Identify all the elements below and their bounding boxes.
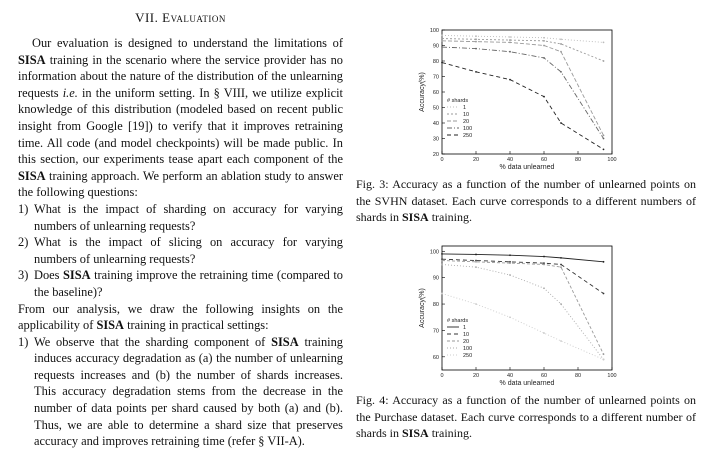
question-text: Does — [34, 268, 63, 283]
legend-label: 250 — [463, 133, 473, 139]
x-tick-label: 100 — [607, 157, 617, 163]
data-point — [441, 35, 443, 37]
x-tick-label: 20 — [472, 373, 480, 379]
x-tick-label: 60 — [540, 157, 548, 163]
section-title: VII. Evaluation — [135, 10, 226, 25]
data-point — [603, 148, 605, 150]
question-text: training improve the retraining time (compared to the baseline)? — [34, 268, 343, 299]
insights-intro — [18, 301, 343, 334]
caption-text: training. — [428, 210, 473, 224]
series-line-10 — [442, 39, 604, 61]
left-column — [18, 10, 343, 450]
list-number: 1) — [18, 201, 29, 216]
x-tick-label: 0 — [440, 373, 444, 379]
x-tick-label: 80 — [574, 157, 582, 163]
intro-text-1: Our evaluation is designed to understand the limitations of — [32, 36, 343, 50]
data-point — [475, 71, 477, 73]
data-point — [475, 41, 477, 43]
questions-list — [18, 201, 343, 301]
y-tick-label: 70 — [432, 328, 439, 335]
data-point — [560, 71, 562, 73]
caption-text: Fig. 3: Accuracy as a function of the number of unlearned points on the SVHN dataset. Each curve corresponds to a different numbers of shards in — [356, 177, 696, 224]
y-tick-label: 90 — [432, 275, 439, 282]
data-point — [475, 35, 477, 37]
data-point — [509, 79, 511, 81]
figure-4-caption — [356, 392, 696, 442]
legend-label: 20 — [463, 339, 470, 345]
data-point — [603, 359, 605, 361]
data-point — [543, 45, 545, 47]
data-point — [441, 260, 443, 262]
x-tick-label: 0 — [440, 157, 444, 163]
legend-label: 10 — [463, 332, 470, 338]
x-tick-label: 60 — [540, 373, 548, 379]
data-point — [560, 51, 562, 53]
data-point — [603, 42, 605, 44]
data-point — [475, 254, 477, 256]
x-tick-label: 40 — [506, 373, 514, 379]
insight-text: We observe that the sharding component of — [34, 334, 272, 349]
insights-text: training in practical settings: — [124, 318, 269, 333]
data-point — [560, 43, 562, 45]
sisa-term: SISA — [402, 210, 429, 224]
y-tick-label: 70 — [432, 74, 439, 81]
insight-text: training induces accuracy degradation as (a) the number of unlearning requests increases and (b) the number of shards increases. This accuracy degradation stems from the decrease in the number of data points per shard caused by both (a) and (b). Thus, we are able to determine a shard size that preserves accuracy and improves retraining time (refer § VII-A). — [34, 334, 343, 449]
data-point — [543, 96, 545, 98]
sisa-term: SISA — [96, 318, 125, 333]
y-tick-label: 60 — [432, 354, 439, 361]
legend-label: 1 — [463, 105, 467, 111]
question-item — [18, 267, 343, 300]
ie-term: i.e. — [62, 85, 78, 100]
data-point — [509, 36, 511, 38]
y-tick-label: 60 — [432, 90, 439, 96]
figure-4 — [412, 242, 622, 393]
data-point — [475, 261, 477, 263]
data-point — [603, 261, 605, 263]
data-point — [603, 60, 605, 62]
caption-text: training. — [428, 426, 473, 440]
list-number: 3) — [18, 268, 29, 283]
data-point — [560, 122, 562, 124]
data-point — [560, 266, 562, 268]
data-point — [560, 38, 562, 40]
data-point — [441, 264, 443, 266]
legend-label: 100 — [463, 346, 473, 352]
x-tick-label: 80 — [574, 373, 582, 379]
sisa-term: SISA — [18, 52, 46, 67]
data-point — [603, 138, 605, 140]
data-point — [560, 303, 562, 305]
data-point — [603, 135, 605, 137]
x-tick-label: 20 — [472, 157, 480, 163]
data-point — [603, 293, 605, 295]
x-tick-label: 100 — [607, 373, 617, 379]
y-tick-label: 90 — [432, 43, 439, 50]
data-point — [509, 316, 511, 318]
y-tick-label: 100 — [429, 28, 439, 34]
data-point — [543, 264, 545, 266]
data-point — [543, 256, 545, 258]
data-point — [441, 40, 443, 42]
legend-label: 100 — [463, 126, 473, 132]
sisa-term: SISA — [402, 426, 429, 440]
data-point — [560, 264, 562, 266]
sisa-term: SISA — [271, 334, 299, 349]
insights-text: From our analysis, we draw the following insights on the applicability of — [18, 301, 343, 333]
data-point — [509, 39, 511, 41]
y-tick-label: 30 — [432, 136, 439, 143]
question-text: What is the impact of sharding on accuracy for varying numbers of unlearning requests? — [34, 201, 343, 233]
y-tick-label: 80 — [432, 302, 439, 309]
y-tick-label: 20 — [432, 152, 439, 158]
y-tick-label: 50 — [432, 105, 439, 112]
list-number: 2) — [18, 235, 29, 250]
x-tick-label: 40 — [506, 157, 514, 163]
y-axis-label: Accuracy(%) — [419, 288, 426, 328]
y-tick-label: 100 — [429, 249, 439, 256]
data-point — [475, 48, 477, 50]
question-item — [18, 201, 343, 234]
sisa-term: SISA — [18, 168, 46, 183]
data-point — [509, 254, 511, 256]
data-point — [560, 257, 562, 259]
data-point — [441, 253, 443, 255]
y-axis-label: Accuracy(%) — [419, 72, 426, 112]
question-item — [18, 234, 343, 267]
list-number: 1) — [18, 334, 29, 349]
x-axis-label: % data unlearned — [499, 164, 555, 171]
data-point — [543, 37, 545, 39]
x-axis-label: % data unlearned — [499, 380, 555, 387]
data-point — [543, 332, 545, 334]
legend-label: 250 — [463, 353, 473, 359]
figure-3 — [412, 26, 622, 177]
data-point — [509, 42, 511, 44]
intro-paragraph — [18, 35, 343, 201]
y-tick-label: 40 — [432, 121, 439, 127]
legend-label: 10 — [463, 112, 470, 118]
y-tick-label: 80 — [432, 59, 439, 65]
data-point — [441, 38, 443, 40]
intro-text-2: training in the scenario where the service provider has no information about the nature of the distribution of the unlearning requests — [18, 52, 343, 100]
data-point — [603, 353, 605, 355]
data-point — [441, 62, 443, 64]
data-point — [560, 340, 562, 342]
data-point — [441, 293, 443, 295]
intro-text-4: training approach. We perform an ablation study to answer the following questions: — [18, 168, 343, 200]
data-point — [441, 46, 443, 48]
figure-3-caption — [356, 176, 696, 226]
data-point — [475, 266, 477, 268]
data-point — [475, 303, 477, 305]
sisa-term: SISA — [63, 268, 91, 283]
data-point — [543, 57, 545, 59]
data-point — [543, 287, 545, 289]
insight-item — [18, 334, 343, 450]
data-point — [543, 40, 545, 42]
caption-text: Fig. 4: Accuracy as a function of the number of unlearned points on the Purchase dataset. Each curve corresponds to a different number of shards in — [356, 393, 696, 440]
series-line-1 — [442, 254, 604, 262]
legend-label: 1 — [463, 325, 467, 331]
data-point — [475, 38, 477, 40]
intro-text-3: in the uniform setting. In § VIII, we utilize explicit knowledge of this distribution (modeled based on recent public insight from Google [19]) to verify that it improves retraining time. All code (and model checkpoints) will be made public. In this section, our experiments tease apart each component of the — [18, 85, 343, 167]
legend-label: 20 — [463, 119, 470, 125]
legend-title: # shards — [447, 98, 469, 104]
legend-title: # shards — [447, 318, 469, 324]
insights-list — [18, 334, 343, 450]
data-point — [509, 51, 511, 53]
question-text: What is the impact of slicing on accuracy for varying numbers of unlearning requests? — [34, 235, 343, 266]
figure-3-chart — [412, 26, 622, 172]
series-line-10 — [442, 259, 604, 293]
data-point — [509, 262, 511, 264]
data-point — [509, 274, 511, 276]
figure-4-chart — [412, 242, 622, 388]
